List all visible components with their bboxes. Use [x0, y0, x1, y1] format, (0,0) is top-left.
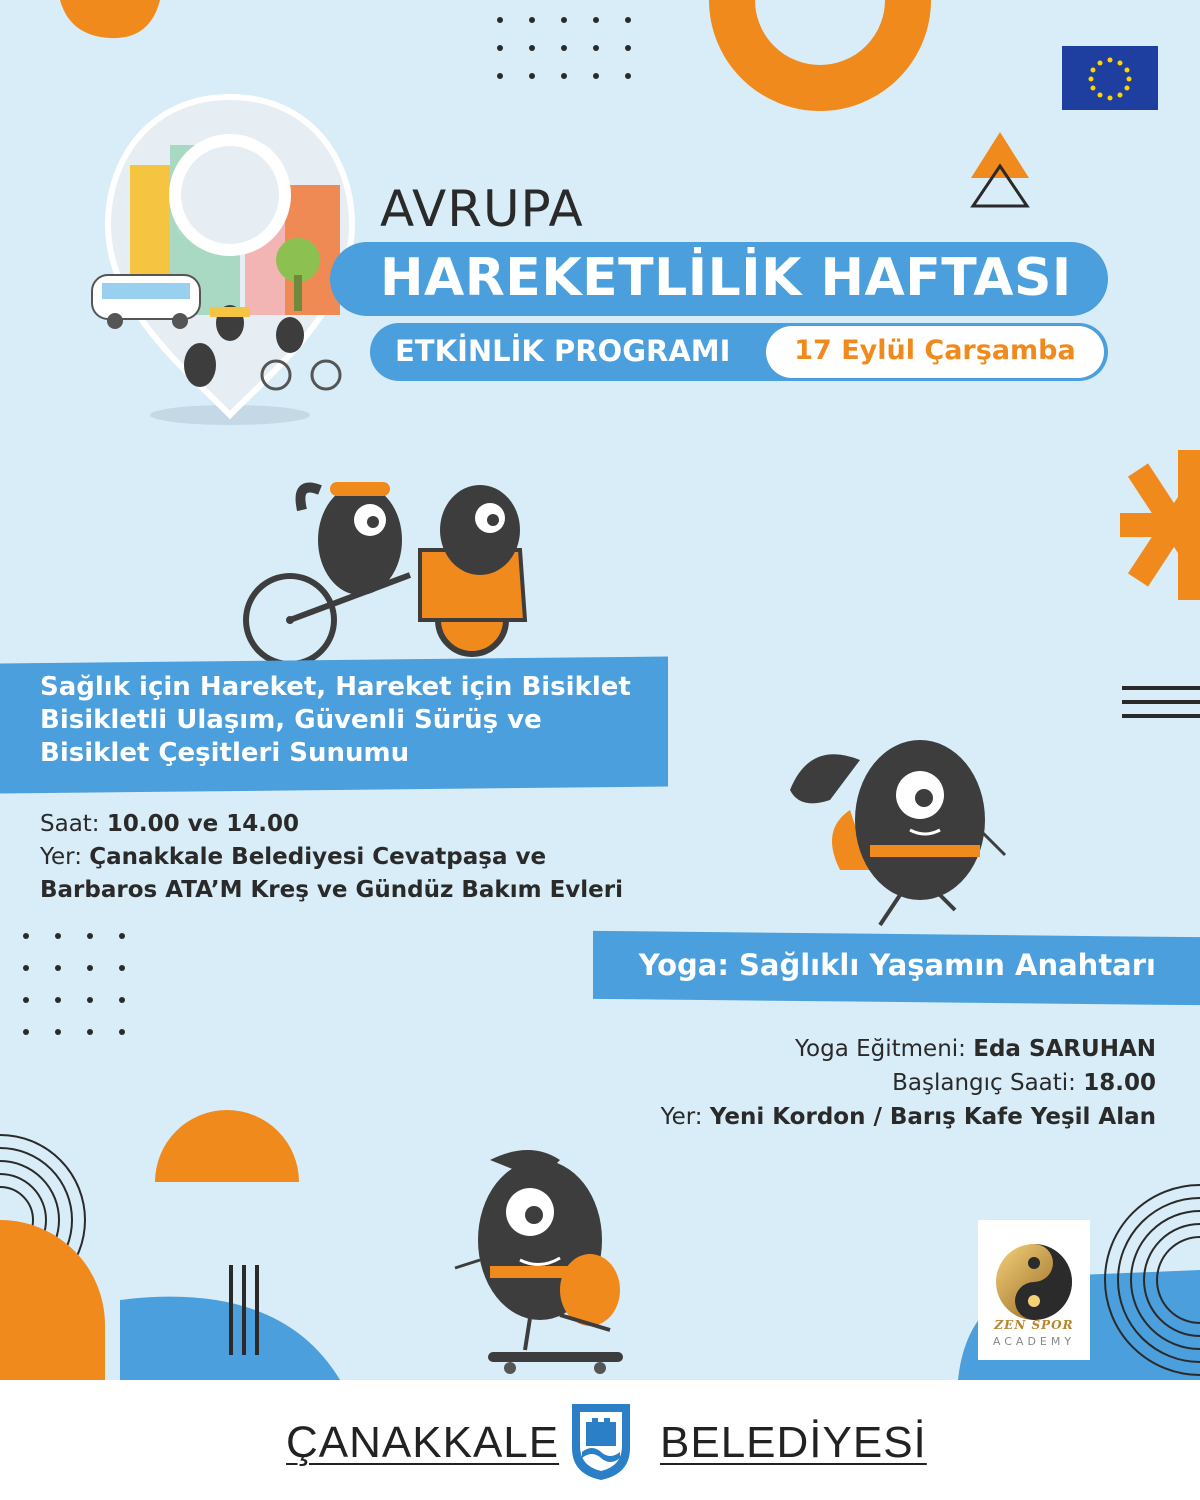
program-label: ETKİNLİK PROGRAMI — [395, 334, 731, 368]
event1-details — [40, 808, 623, 907]
header-line1: AVRUPA — [380, 180, 584, 238]
concentric-circles-right — [1100, 1180, 1200, 1380]
event1-title-line: Sağlık için Hareket, Hareket için Bisiklet — [40, 672, 631, 702]
walking-character-illustration — [780, 720, 1010, 930]
footer — [0, 1380, 1200, 1500]
event2-details — [600, 1032, 1156, 1134]
asterisk-decoration — [1110, 440, 1200, 610]
event1-place-label: Yer: — [40, 844, 82, 870]
event1-time-value: 10.00 ve 14.00 — [106, 811, 299, 837]
event2-start-label: Başlangıç Saati: — [892, 1070, 1076, 1096]
tandem-bike-illustration — [240, 470, 550, 665]
event2-title: Yoga: Sağlıklı Yaşamın Anahtarı — [638, 948, 1156, 982]
event2-instructor-value: Eda SARUHAN — [973, 1036, 1156, 1062]
event-date: 17 Eylül Çarşamba — [794, 335, 1076, 366]
event1-time-label: Saat: — [40, 811, 100, 837]
event2-start-value: 18.00 — [1083, 1070, 1156, 1096]
header-line2: HAREKETLİLİK HAFTASI — [380, 248, 1072, 308]
skateboard-character-illustration — [450, 1140, 640, 1375]
event1-title-line: Bisikletli Ulaşım, Güvenli Sürüş ve — [40, 705, 542, 735]
triangle-decoration — [965, 128, 1035, 210]
event2-place-label: Yer: — [660, 1104, 703, 1130]
footer-word-canakkale: ÇANAKKALE — [286, 1418, 560, 1467]
event2-place-value: Yeni Kordon / Barış Kafe Yeşil Alan — [709, 1104, 1156, 1130]
event1-title-line: Bisiklet Çeşitleri Sunumu — [40, 738, 410, 768]
lines-decoration — [1122, 684, 1200, 720]
orange-half-circle — [155, 1110, 300, 1185]
dot-grid-left — [18, 928, 128, 1058]
sponsor-subname: ACADEMY — [992, 1335, 1076, 1348]
castle-wave-icon — [568, 1398, 634, 1482]
vertical-lines-decoration — [228, 1265, 260, 1355]
yin-yang-icon — [978, 1220, 1090, 1320]
eu-flag-icon — [1062, 46, 1158, 110]
orange-corner-decoration — [0, 0, 160, 40]
footer-word-belediyesi: BELEDİYESİ — [660, 1418, 927, 1467]
event1-title — [40, 671, 631, 770]
orange-quarter-decoration — [0, 1220, 110, 1380]
event1-place-value: Çanakkale Belediyesi Cevatpaşa ve — [89, 844, 547, 870]
orange-ring-decoration — [700, 0, 940, 120]
event1-place-value-cont: Barbaros ATA’M Kreş ve Gündüz Bakım Evleri — [40, 877, 623, 903]
event2-instructor-label: Yoga Eğitmeni: — [795, 1036, 966, 1062]
dot-grid-top — [490, 12, 640, 87]
sponsor-name: ZEN SPOR — [994, 1318, 1074, 1332]
map-pin-illustration — [80, 85, 380, 430]
